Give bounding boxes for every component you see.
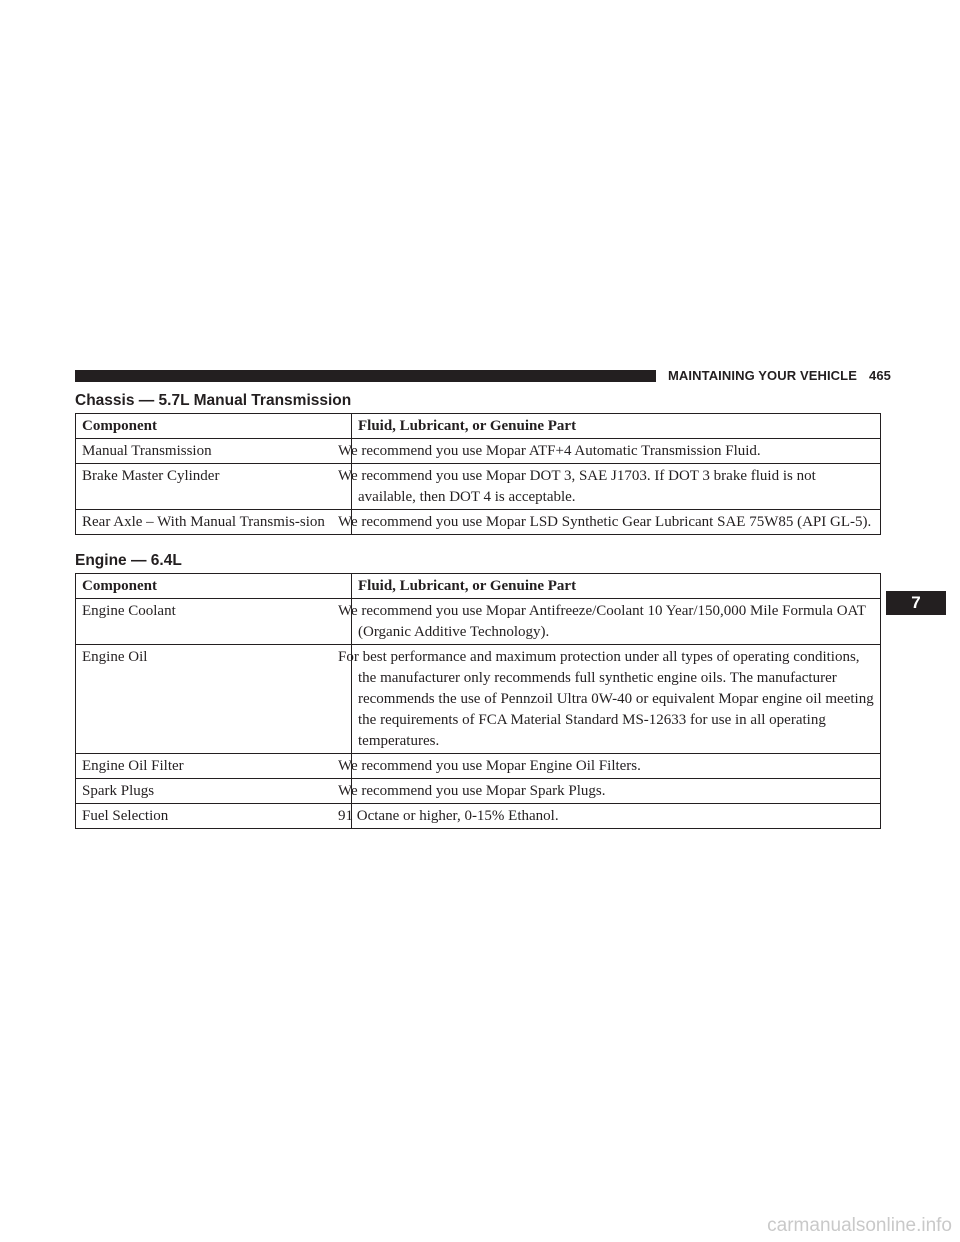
table-row	[76, 645, 881, 754]
part-cell: We recommend you use Mopar LSD Synthetic Gear Lubricant SAE 75W85 (API GL-5).	[352, 510, 881, 535]
running-header	[668, 368, 891, 383]
table-row	[76, 779, 881, 804]
column-header-component: Component	[76, 574, 352, 599]
column-header-part: Fluid, Lubricant, or Genuine Part	[352, 574, 881, 599]
chassis-spec-table	[75, 413, 881, 535]
table-row	[76, 439, 881, 464]
table-row	[76, 510, 881, 535]
component-cell: Engine Oil Filter	[76, 754, 352, 779]
component-cell: Spark Plugs	[76, 779, 352, 804]
table-row	[76, 464, 881, 510]
chapter-tab: 7	[886, 591, 946, 615]
part-cell: For best performance and maximum protection under all types of operating conditions, the manufacturer only recommends full synthetic engine oils. The manufacturer recommends the use of Pennzoil Ultra 0W-40 or equivalent Mopar engine oil meeting the requirements of FCA Material Standard MS-12633 for use in all operating temperatures.	[352, 645, 881, 754]
column-header-part: Fluid, Lubricant, or Genuine Part	[352, 414, 881, 439]
component-cell: Fuel Selection	[76, 804, 352, 829]
part-cell: We recommend you use Mopar Engine Oil Filters.	[352, 754, 881, 779]
table-row	[76, 599, 881, 645]
header-section-title: MAINTAINING YOUR VEHICLE	[668, 368, 857, 383]
header-rule	[75, 370, 656, 382]
table-row	[76, 754, 881, 779]
component-cell: Engine Coolant	[76, 599, 352, 645]
component-cell: Brake Master Cylinder	[76, 464, 352, 510]
page-number: 465	[868, 368, 891, 383]
table2-title: Engine — 6.4L	[75, 552, 182, 569]
component-cell: Manual Transmission	[76, 439, 352, 464]
table-row	[76, 804, 881, 829]
component-cell: Engine Oil	[76, 645, 352, 754]
part-cell: We recommend you use Mopar Antifreeze/Coolant 10 Year/150,000 Mile Formula OAT (Organic Additive Technology).	[352, 599, 881, 645]
table-header-row	[76, 414, 881, 439]
column-header-component: Component	[76, 414, 352, 439]
part-cell: We recommend you use Mopar DOT 3, SAE J1703. If DOT 3 brake fluid is not available, then DOT 4 is acceptable.	[352, 464, 881, 510]
part-cell: We recommend you use Mopar ATF+4 Automatic Transmission Fluid.	[352, 439, 881, 464]
table-header-row	[76, 574, 881, 599]
engine-spec-table	[75, 573, 881, 829]
watermark: carmanualsonline.info	[767, 1215, 952, 1236]
table1-title: Chassis — 5.7L Manual Transmission	[75, 392, 352, 409]
part-cell: We recommend you use Mopar Spark Plugs.	[352, 779, 881, 804]
part-cell: 91 Octane or higher, 0-15% Ethanol.	[352, 804, 881, 829]
component-cell: Rear Axle – With Manual Transmis-sion	[76, 510, 352, 535]
